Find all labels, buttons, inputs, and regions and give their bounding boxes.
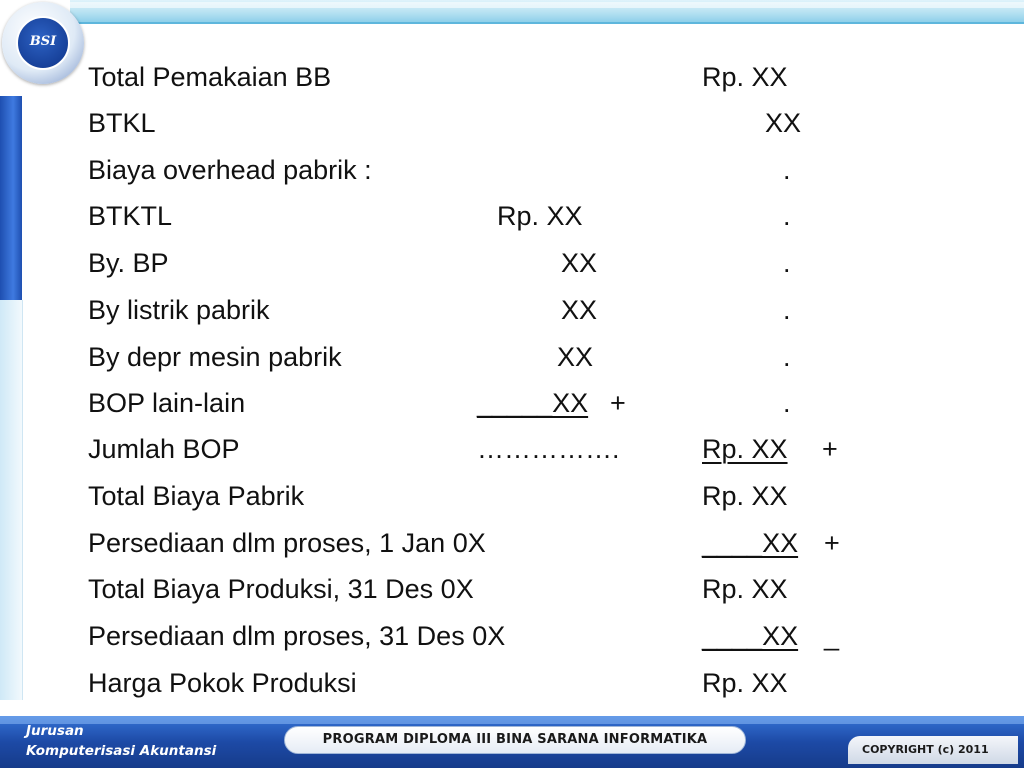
row-biaya-overhead-pabrik <box>0 147 1024 193</box>
row-amount: . <box>783 388 791 418</box>
row-label: Persediaan dlm proses, 31 Des 0X <box>88 621 506 651</box>
row-label: BTKTL <box>88 201 173 231</box>
row-amount: ____XX <box>702 621 799 651</box>
footer-department <box>26 721 246 761</box>
row-by-depr-mesin-pabrik <box>0 334 1024 380</box>
footer-program-banner: PROGRAM DIPLOMA III BINA SARANA INFORMATIKA <box>284 726 746 754</box>
row-amount: Rp. XX <box>702 574 788 604</box>
row-persediaan-awal <box>0 520 1024 566</box>
row-label: Harga Pokok Produksi <box>88 668 357 698</box>
row-amount: XX <box>765 108 802 138</box>
row-label: Jumlah BOP <box>88 434 240 464</box>
row-sign: + <box>822 434 838 464</box>
row-amount: . <box>783 155 791 185</box>
row-amount: . <box>783 201 791 231</box>
row-label: Total Pemakaian BB <box>88 62 332 92</box>
row-sign: _ <box>824 621 840 651</box>
row-amount: Rp. XX <box>702 62 788 92</box>
row-bop-lain-lain <box>0 380 1024 426</box>
row-persediaan-akhir <box>0 613 1024 659</box>
row-by-bp <box>0 240 1024 286</box>
row-label: By listrik pabrik <box>88 295 270 325</box>
row-sign: + <box>824 528 840 558</box>
row-by-listrik-pabrik <box>0 287 1024 333</box>
row-sub-amount: _____XX <box>477 388 589 418</box>
row-harga-pokok-produksi <box>0 660 1024 706</box>
row-total-pemakaian-bb <box>0 54 1024 100</box>
row-label: By. BP <box>88 248 169 278</box>
logo-text: BSI <box>29 34 57 49</box>
row-label: Total Biaya Produksi, 31 Des 0X <box>88 574 474 604</box>
footer-copyright: COPYRIGHT (c) 2011 <box>848 736 1018 764</box>
row-amount: Rp. XX <box>702 481 788 511</box>
row-amount: ____XX <box>702 528 799 558</box>
row-amount: . <box>783 342 791 372</box>
top-frame-shine <box>70 2 1024 8</box>
row-sub-amount: XX <box>561 248 598 278</box>
row-label: Persediaan dlm proses, 1 Jan 0X <box>88 528 486 558</box>
footer-department-line2: Komputerisasi Akuntansi <box>26 743 217 759</box>
row-sub-amount: XX <box>557 342 594 372</box>
row-amount: . <box>783 248 791 278</box>
row-label: BOP lain-lain <box>88 388 246 418</box>
row-btktl <box>0 193 1024 239</box>
row-leader-dots: ……………. <box>477 434 620 464</box>
row-jumlah-bop <box>0 426 1024 472</box>
row-label: Total Biaya Pabrik <box>88 481 305 511</box>
row-sub-sign: + <box>610 388 626 418</box>
row-amount: . <box>783 295 791 325</box>
row-label: Biaya overhead pabrik : <box>88 155 372 185</box>
row-btkl <box>0 100 1024 146</box>
row-label: BTKL <box>88 108 156 138</box>
row-sub-amount: Rp. XX <box>497 201 583 231</box>
footer-department-line1: Jurusan <box>26 723 84 739</box>
row-amount: Rp. XX <box>702 668 788 698</box>
row-amount: Rp. XX <box>702 434 788 464</box>
row-label: By depr mesin pabrik <box>88 342 342 372</box>
cost-of-goods-manufactured-statement <box>0 54 1024 718</box>
row-total-biaya-produksi <box>0 566 1024 612</box>
row-sub-amount: XX <box>561 295 598 325</box>
row-total-biaya-pabrik <box>0 473 1024 519</box>
